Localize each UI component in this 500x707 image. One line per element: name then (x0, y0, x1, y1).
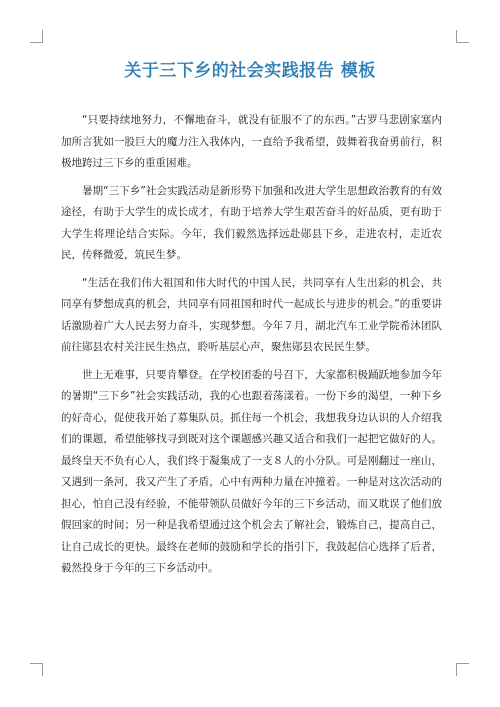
page-title: 关于三下乡的社会实践报告 模板 (124, 61, 376, 81)
document-body (61, 110, 442, 586)
crop-mark-bottom-right (456, 663, 469, 676)
paragraph-1: “只要持续地努力，不懈地奋斗，就没有征服不了的东西。”古罗马悲剧家塞内加所言犹如一股巨大的魔力注入我体内，一直给予我希望，鼓舞着我奋勇前行，积极地跨过三下乡的重重困难。 (61, 114, 442, 169)
paragraph-2: 暑期“三下乡”社会实践活动是新形势下加强和改进大学生思想政治教育的有效途径，有助于大学生的成长成才，有助于培养大学生艰苦奋斗的好品质，更有助于大学生将理论结合实际。今年，我们毅然选择远赴郧县下乡，走进农村，走近农民，传释微爱，筑民生梦。 (61, 184, 442, 261)
paragraph-3: “生活在我们伟大祖国和伟大时代的中国人民，共同享有人生出彩的机会，共同享有梦想成真的机会，共同享有同祖国和时代一起成长与进步的机会。”的重要讲话激励着广大人民去努力奋斗，实现梦想。今年７月，湖北汽车工业学院希沐团队前往郧县农村关注民生热点，聆听基层心声，聚焦郧县农民民生梦。 (61, 276, 442, 353)
paragraph-4: 世上无难事，只要肯攀登。在学校团委的号召下，大家都积极踊跃地参加今年的暑期“三下乡”社会实践活动，我的心也跟着荡漾着。一份下乡的渴望，一种下乡的好奇心，促使我开始了募集队员。抓住每一个机会，我想我身边认识的人介绍我们的课题，希望能够找寻到既对这个课题感兴趣又适合和我们一起把它做好的人。最终皇天不负有心人，我们终于凝集成了一支８人的小分队。可是刚翻过一座山，又遇到一条河，我又产生了矛盾，心中有两种力量在冲撞着。一种是对这次活动的担心，怕自己没有经验，不能带领队员做好今年的三下乡活动，而又耽误了他们放假回家的时间；另一种是我希望通过这个机会去了解社会，锻炼自己，提高自己，让自己成长的更快。最终在老师的鼓励和学长的指引下，我鼓起信心选择了后者，毅然投身于今年的三下乡活动中。 (61, 368, 442, 574)
crop-mark-top-right (456, 30, 469, 43)
crop-mark-bottom-left (30, 663, 43, 676)
crop-mark-top-left (30, 30, 43, 43)
